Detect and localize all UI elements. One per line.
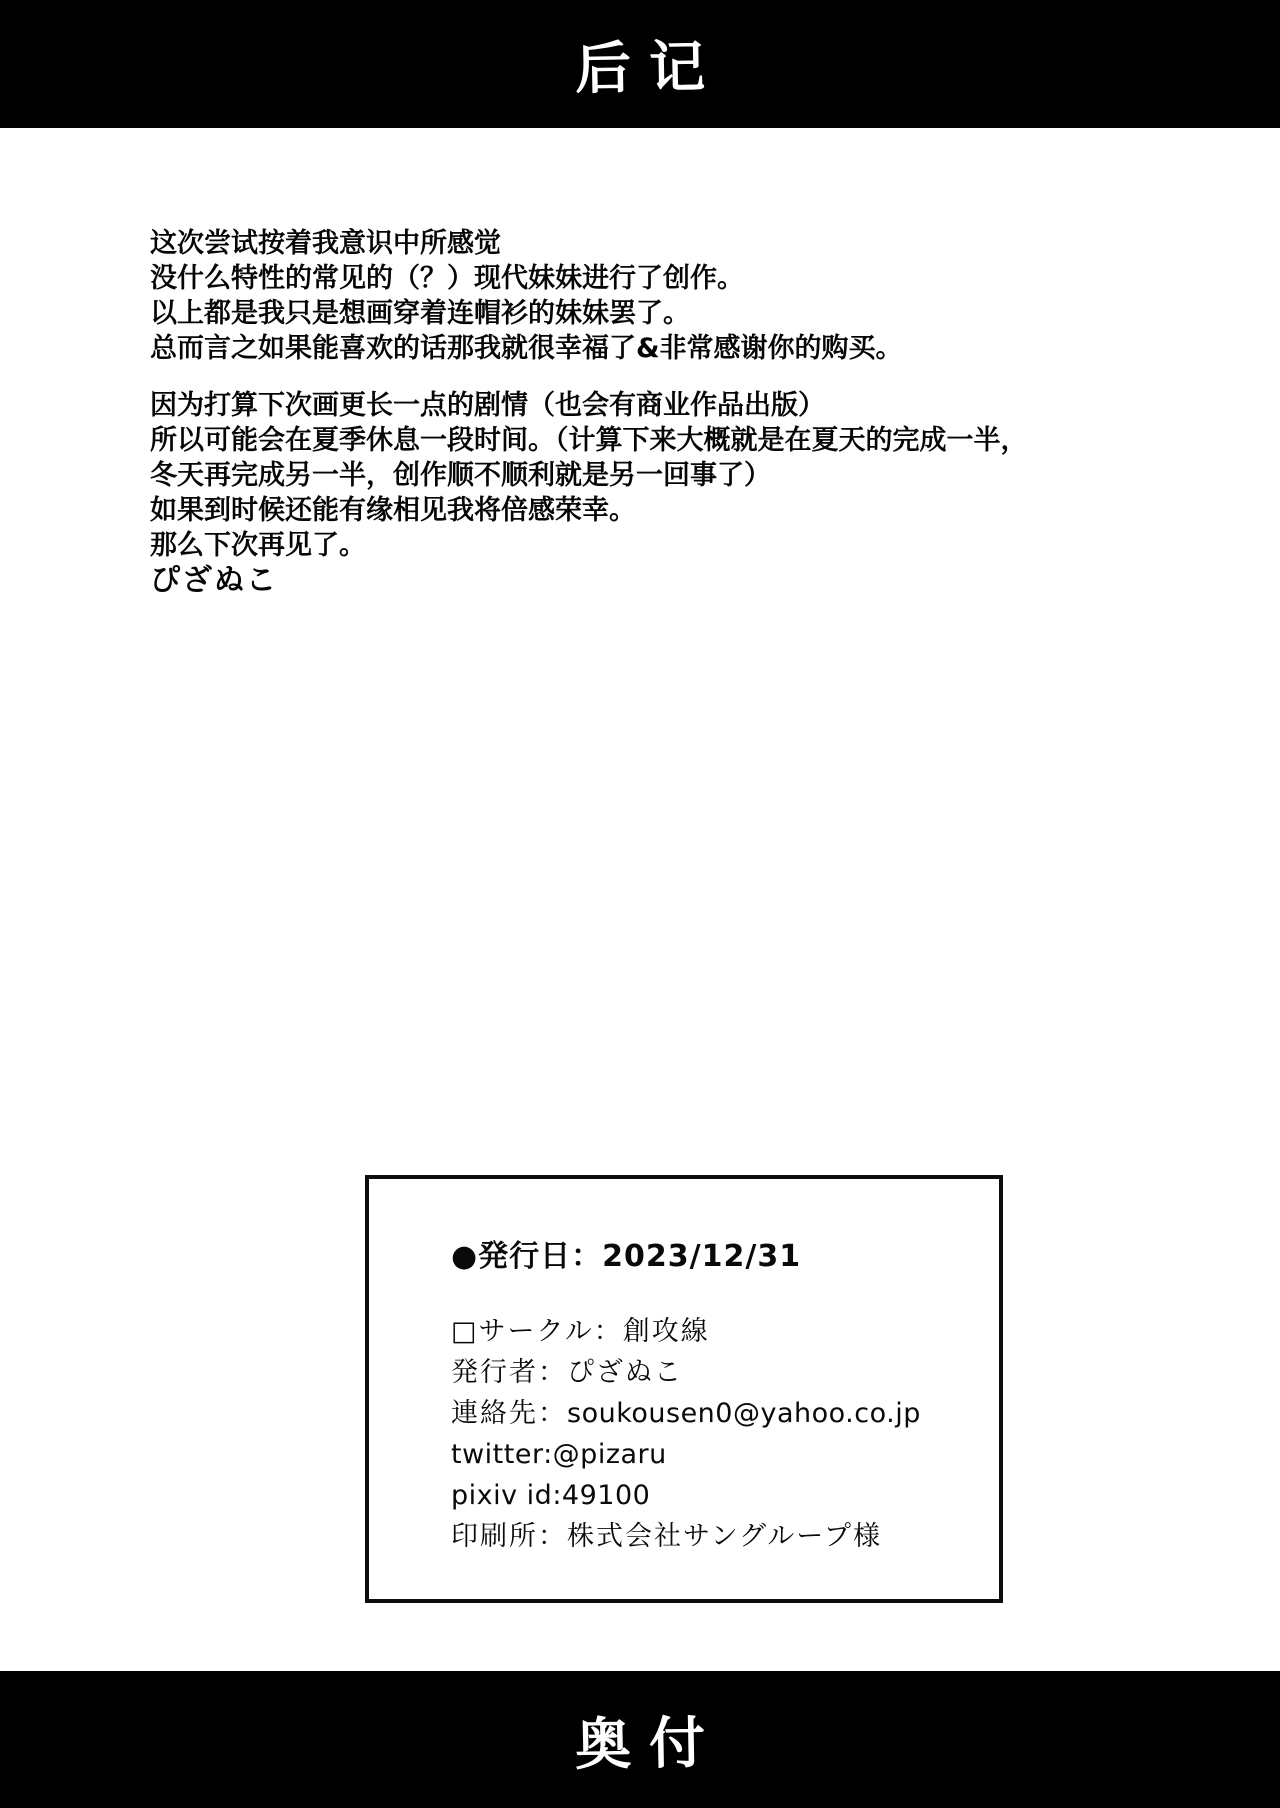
afterword-paragraph-2 (150, 388, 1210, 563)
colophon-box (365, 1175, 1003, 1603)
afterword-text (150, 226, 1210, 598)
page-title: 后记 (574, 34, 724, 103)
footer-title: 奥付 (574, 1710, 724, 1778)
text-line: 所以可能会在夏季休息一段时间。（计算下来大概就是在夏天的完成一半， (150, 425, 1028, 456)
circle-line: □サークル：創攻線 (451, 1316, 710, 1347)
text-line: 总而言之如果能喜欢的话那我就很幸福了&非常感谢你的购买。 (150, 333, 903, 364)
text-line: 这次尝试按着我意识中所感觉 (150, 228, 501, 259)
author-signature: ぴざぬこ (150, 563, 278, 598)
text-line: 那么下次再见了。 (150, 530, 366, 561)
text-line: 以上都是我只是想画穿着连帽衫的妹妹罢了。 (150, 298, 690, 329)
afterword-paragraph-1 (150, 226, 1210, 366)
publish-date-line: ●発行日：2023/12/31 (451, 1239, 802, 1274)
publisher-line: 発行者：ぴざぬこ (451, 1357, 683, 1388)
text-line: 冬天再完成另一半，创作顺不顺利就是另一回事了） (150, 460, 771, 491)
printer-line: 印刷所：株式会社サングループ様 (451, 1521, 882, 1552)
twitter-line: twitter:@pizaru (451, 1439, 667, 1470)
text-line: 如果到时候还能有缘相见我将倍感荣幸。 (150, 495, 636, 526)
contact-label: 連絡先： (451, 1398, 567, 1429)
header-band (0, 0, 1280, 128)
contact-line (451, 1393, 979, 1434)
footer-band (0, 1671, 1280, 1808)
text-line: 因为打算下次画更长一点的剧情（也会有商业作品出版） (150, 390, 825, 421)
contact-email: soukousen0@yahoo.co.jp (567, 1398, 921, 1429)
pixiv-line: pixiv id:49100 (451, 1480, 651, 1511)
text-line: 没什么特性的常见的（？）现代妹妹进行了创作。 (150, 263, 744, 294)
